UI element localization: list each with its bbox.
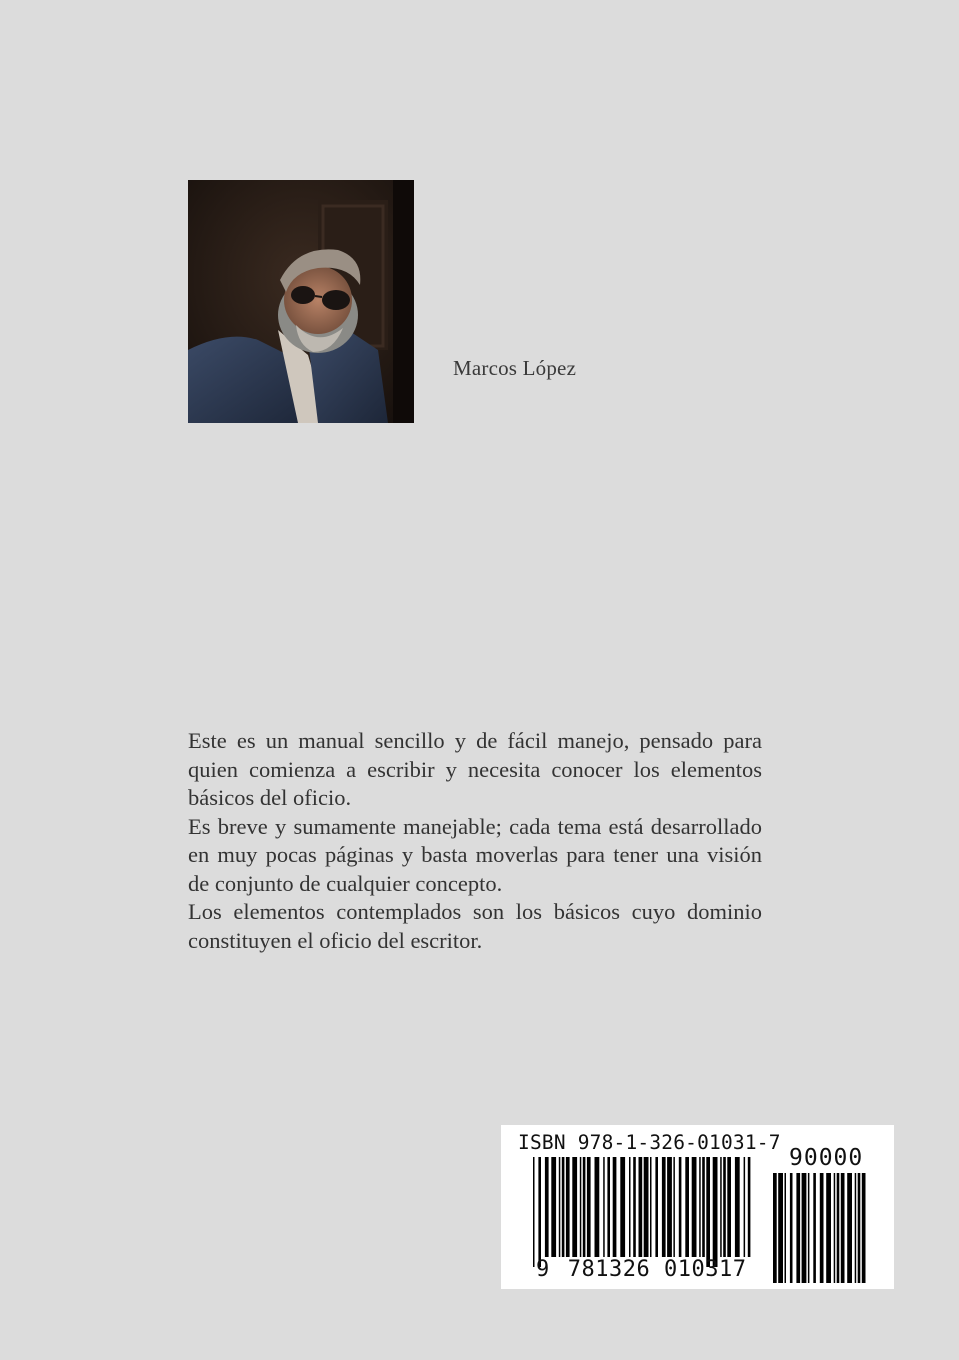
author-portrait-image — [188, 180, 414, 423]
barcode-addon-digits: 90000 — [789, 1145, 864, 1171]
barcode-bar — [562, 1157, 565, 1257]
isbn-barcode — [501, 1125, 894, 1289]
barcode-bar — [644, 1157, 649, 1257]
back-cover-blurb — [188, 727, 762, 955]
barcode-bar — [744, 1157, 746, 1257]
barcode-bar — [551, 1157, 556, 1257]
barcode-bar — [778, 1173, 783, 1283]
barcode-bar — [580, 1157, 582, 1257]
barcode-bar — [629, 1157, 631, 1257]
barcode-bar — [639, 1157, 643, 1257]
barcode-main-digits: 781326 010317 — [567, 1257, 747, 1282]
barcode-bar — [796, 1173, 800, 1283]
barcode-bar — [735, 1157, 740, 1257]
barcode-bar — [748, 1157, 751, 1257]
barcode-bar — [650, 1157, 652, 1257]
barcode-bar — [841, 1173, 845, 1283]
barcode-bar — [620, 1157, 625, 1257]
barcode-bar — [837, 1173, 840, 1283]
barcode-bar — [773, 1173, 777, 1283]
barcode-bar — [820, 1173, 824, 1283]
barcode-bar — [673, 1157, 675, 1257]
barcode-bar — [559, 1157, 561, 1257]
blurb-paragraph-3: Los elementos contemplados son los básicos cuyo dominio constituyen el oficio del escritor. — [188, 899, 762, 953]
barcode-bar — [566, 1157, 570, 1257]
barcode-bar — [706, 1157, 710, 1267]
barcode-digits — [536, 1257, 746, 1282]
barcode-bar — [595, 1157, 600, 1257]
barcode-bar — [862, 1173, 866, 1283]
author-photo — [188, 180, 414, 423]
isbn-label: ISBN 978-1-326-01031-7 — [518, 1131, 781, 1154]
barcode-bar — [847, 1173, 852, 1283]
barcode-bar — [858, 1173, 861, 1283]
barcode-bar — [826, 1173, 831, 1283]
author-name: Marcos López — [453, 356, 577, 380]
barcode-bar — [545, 1157, 549, 1257]
barcode-bar — [572, 1157, 577, 1257]
barcode-bar — [533, 1157, 535, 1267]
barcode-bar — [655, 1157, 658, 1257]
barcode-bar — [834, 1173, 836, 1283]
barcode-bar — [603, 1157, 605, 1257]
barcode-bar — [685, 1157, 689, 1257]
barcode-bar — [723, 1157, 726, 1257]
blurb-paragraph-1: Este es un manual sencillo y de fácil manejo, pensado para quien comienza a escribir y necesita conocer los elementos básicos del oficio. — [188, 728, 762, 810]
barcode-lead-digit: 9 — [536, 1257, 550, 1282]
barcode-bar — [855, 1173, 857, 1283]
barcode-bar — [538, 1157, 541, 1267]
barcode-bar — [692, 1157, 697, 1257]
barcode-bar — [713, 1157, 718, 1267]
barcode-bar — [662, 1157, 666, 1257]
barcode-bar — [727, 1157, 731, 1257]
barcode-bar — [607, 1157, 610, 1257]
barcode-bar — [699, 1157, 701, 1257]
barcode-bar — [667, 1157, 672, 1257]
barcode-bar — [785, 1173, 787, 1283]
barcode-bar — [633, 1157, 636, 1257]
barcode-bar — [583, 1157, 586, 1257]
barcode-bar — [808, 1173, 810, 1283]
barcode-bar — [720, 1157, 722, 1257]
barcode-bar — [790, 1173, 793, 1283]
blurb-paragraph-2: Es breve y sumamente manejable; cada tema está desarrollado en muy pocas páginas y basta moverlas para tener una visión de conjunto de cualquier concepto. — [188, 813, 762, 896]
barcode-bar — [702, 1157, 705, 1257]
barcode-bar — [813, 1173, 816, 1283]
barcode-bar — [587, 1157, 591, 1257]
barcode-bar — [679, 1157, 682, 1257]
barcode-bar — [613, 1157, 617, 1257]
barcode-bar — [802, 1173, 807, 1283]
